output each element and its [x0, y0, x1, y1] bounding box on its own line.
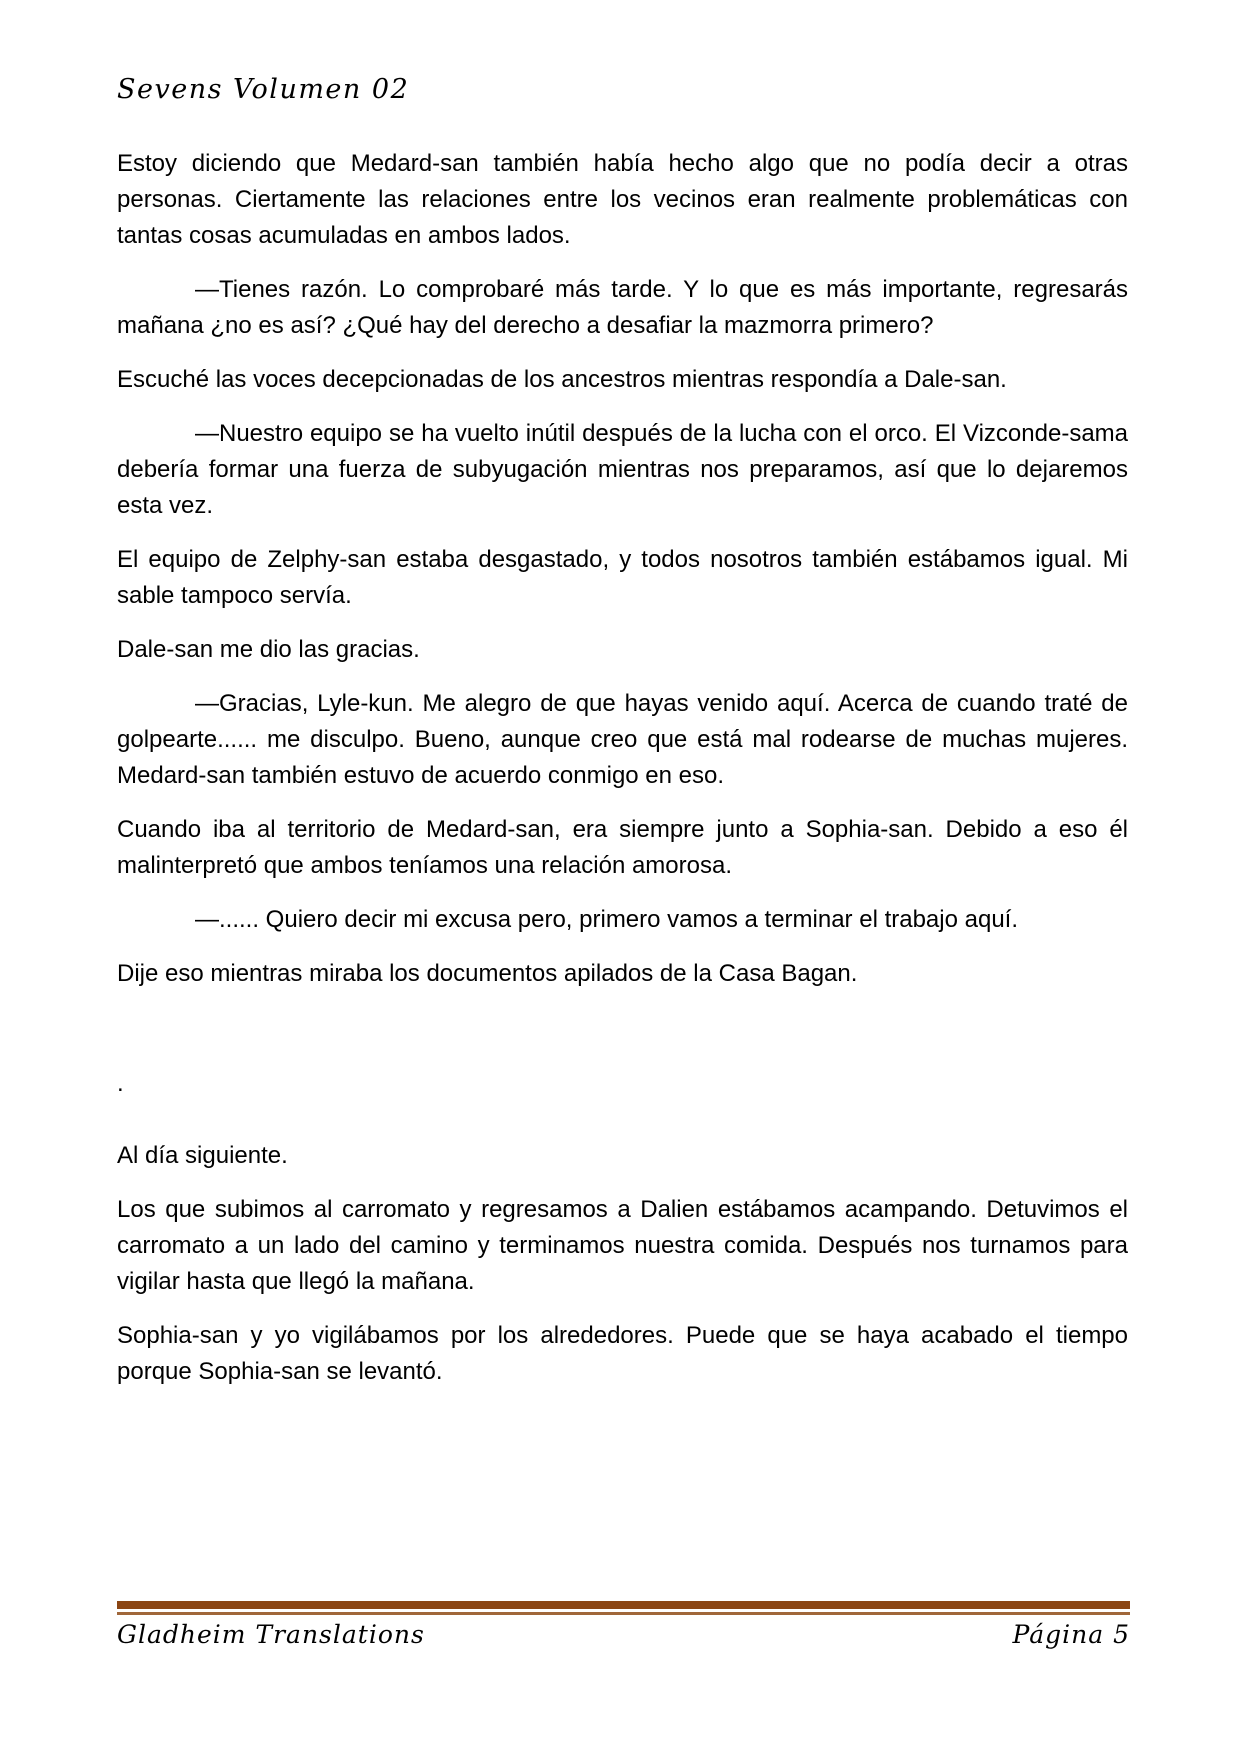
- footer-page-number: Página 5: [1012, 1620, 1130, 1649]
- paragraph: Sophia-san y yo vigilábamos por los alrededores. Puede que se haya acabado el tiempo porque Sophia-san se levantó.: [117, 1322, 1128, 1385]
- footer-translator-credit: Gladheim Translations: [117, 1620, 425, 1649]
- paragraph: Dale-san me dio las gracias.: [117, 636, 420, 663]
- paragraph: Al día siguiente.: [117, 1142, 288, 1169]
- paragraph: Escuché las voces decepcionadas de los ancestros mientras respondía a Dale-san.: [117, 366, 1007, 393]
- paragraph: —Gracias, Lyle-kun. Me alegro de que hayas venido aquí. Acerca de cuando traté de golpearte...... me disculpo. Bueno, aunque creo que está mal rodearse de muchas mujeres. Medard-san también estuvo de acuerdo conmigo en eso.: [117, 690, 1128, 789]
- paragraph: —Tienes razón. Lo comprobaré más tarde. Y lo que es más importante, regresarás mañana ¿no es así? ¿Qué hay del derecho a desafiar la mazmorra primero?: [117, 276, 1128, 339]
- document-body: [117, 146, 1128, 1408]
- footer-rule-thin: [117, 1612, 1130, 1615]
- paragraph: —...... Quiero decir mi excusa pero, primero vamos a terminar el trabajo aquí.: [195, 906, 1018, 933]
- footer-rule: [117, 1601, 1130, 1615]
- paragraph: .: [117, 1070, 124, 1097]
- page-footer: [117, 1620, 1130, 1649]
- paragraph: Dije eso mientras miraba los documentos apilados de la Casa Bagan.: [117, 960, 858, 987]
- page-header-title: Sevens Volumen 02: [117, 74, 410, 105]
- paragraph: Estoy diciendo que Medard-san también había hecho algo que no podía decir a otras personas. Ciertamente las relaciones entre los vecinos eran realmente problemáticas con tantas cosas acumuladas en ambos lados.: [117, 150, 1128, 249]
- paragraph: —Nuestro equipo se ha vuelto inútil después de la lucha con el orco. El Vizconde-sama debería formar una fuerza de subyugación mientras nos preparamos, así que lo dejaremos esta vez.: [117, 420, 1128, 519]
- paragraph: Los que subimos al carromato y regresamos a Dalien estábamos acampando. Detuvimos el carromato a un lado del camino y terminamos nuestra comida. Después nos turnamos para vigilar hasta que llegó la mañana.: [117, 1196, 1128, 1295]
- paragraph: El equipo de Zelphy-san estaba desgastado, y todos nosotros también estábamos igual. Mi sable tampoco servía.: [117, 546, 1128, 609]
- footer-rule-thick: [117, 1601, 1130, 1609]
- paragraph: Cuando iba al territorio de Medard-san, era siempre junto a Sophia-san. Debido a eso él malinterpretó que ambos teníamos una relación amorosa.: [117, 816, 1128, 879]
